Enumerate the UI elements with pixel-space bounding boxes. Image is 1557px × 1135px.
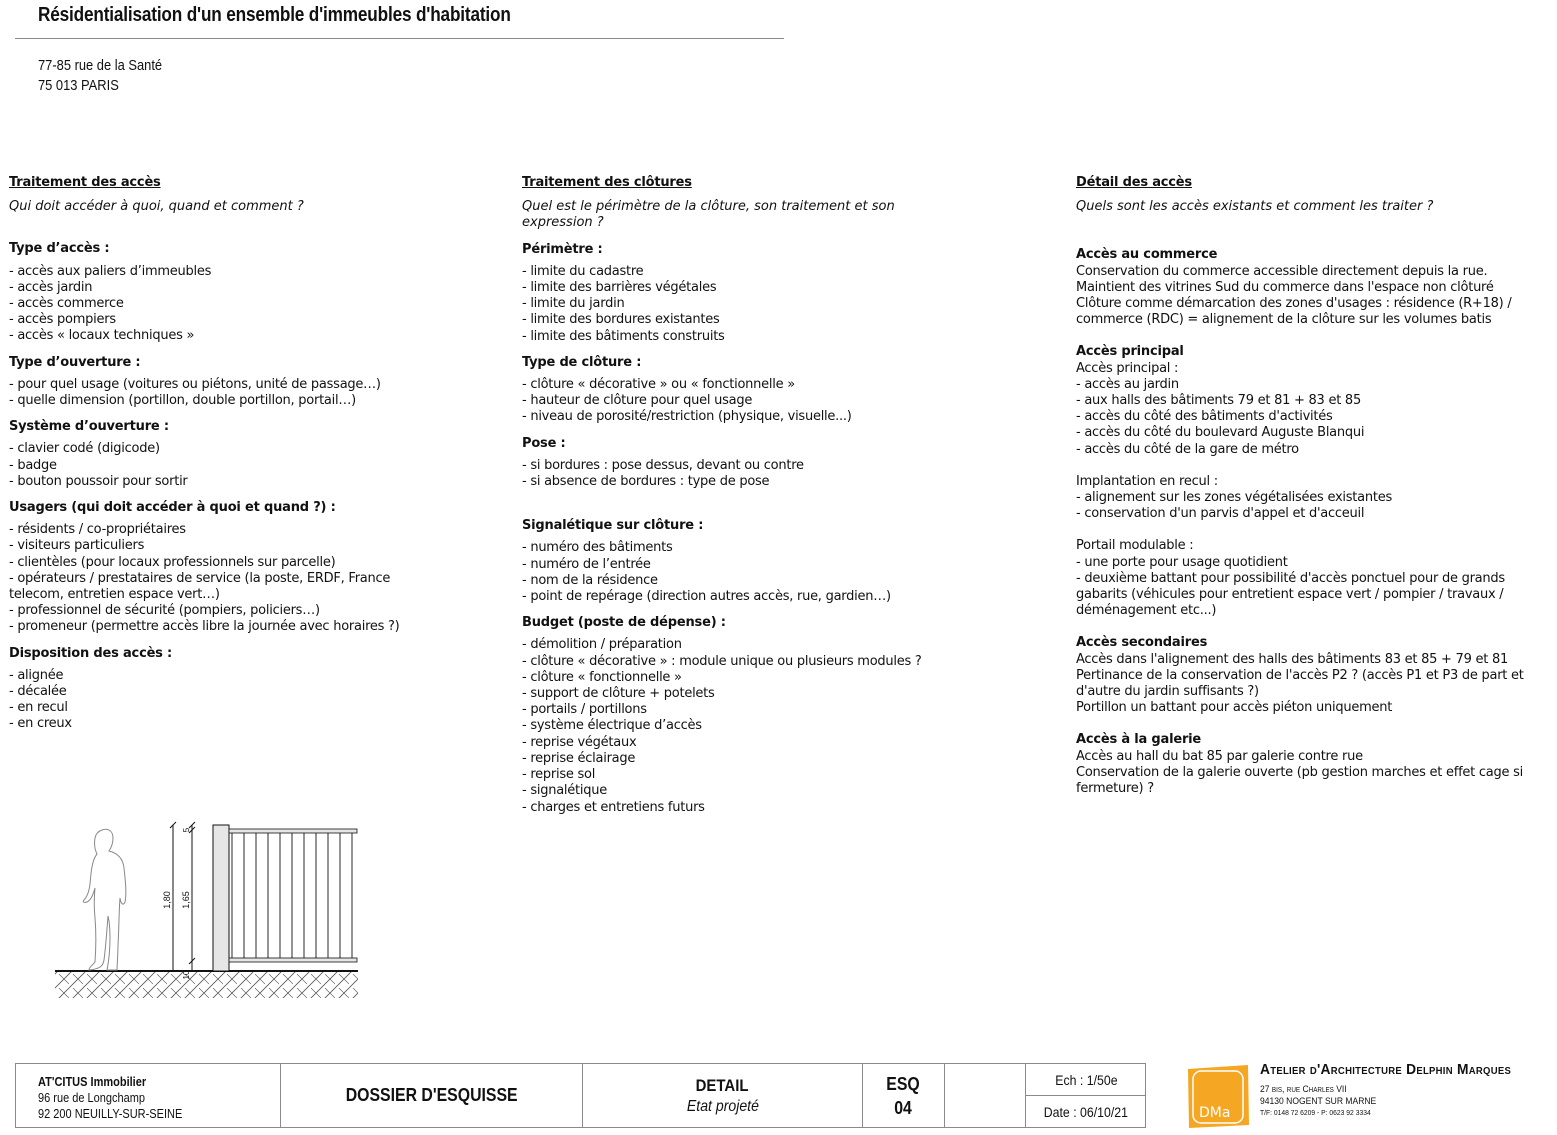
list-item: - limite des bordures existantes <box>522 312 720 328</box>
list-item: - reprise végétaux <box>522 734 637 750</box>
section-title: Budget (poste de dépense) : <box>522 615 726 631</box>
column-traitement-clotures <box>522 175 972 816</box>
column-heading: Traitement des clôtures <box>522 175 692 190</box>
bottom-rail <box>229 958 357 962</box>
paragraph-line: Conservation du commerce accessible directement depuis la rue. <box>1076 263 1488 279</box>
client-cell <box>16 1064 281 1127</box>
architect-name: Atelier d'Architecture Delphin Marques <box>1260 1062 1512 1078</box>
address-line-1: 77-85 rue de la Santé <box>38 57 163 74</box>
column-subtitle: Qui doit accéder à quoi, quand et comment ? <box>9 199 304 215</box>
address-line-2: 75 013 PARIS <box>38 77 119 94</box>
list-item: - portails / portillons <box>522 702 647 718</box>
list-item: - quelle dimension (portillon, double portillon, portail…) <box>9 393 356 409</box>
list-item: - si absence de bordures : type de pose <box>522 474 770 490</box>
list-item: - numéro de l’entrée <box>522 556 651 572</box>
list-item: - clôture « fonctionnelle » <box>522 669 682 685</box>
list-item: - signalétique <box>522 783 607 799</box>
logo-text: DMa <box>1199 1105 1231 1121</box>
list-item: - bouton poussoir pour sortir <box>9 473 188 489</box>
list-item: - accès « locaux techniques » <box>9 328 195 344</box>
dimension-top: 5 <box>182 827 191 833</box>
section-title: Système d’ouverture : <box>9 419 169 435</box>
paragraph-line: - conservation d'un parvis d'appel et d'acceuil <box>1076 506 1365 522</box>
paragraph-line: Conservation de la galerie ouverte (pb gestion marches et effet cage si fermeture) ? <box>1076 764 1524 797</box>
list-item: - clôture « décorative » ou « fonctionnelle » <box>522 377 795 393</box>
list-item: - charges et entretiens futurs <box>522 799 705 815</box>
fence-elevation-drawing <box>55 820 360 1000</box>
list-item: - nom de la résidence <box>522 572 658 588</box>
list-item: - démolition / préparation <box>522 637 682 653</box>
list-item: - hauteur de clôture pour quel usage <box>522 393 753 409</box>
spacer <box>1076 458 1536 474</box>
top-rail <box>229 829 357 833</box>
client-address-2: 92 200 NEUILLY-SUR-SEINE <box>38 1107 183 1121</box>
list-item: - niveau de porosité/restriction (physique, visuelle...) <box>522 409 852 425</box>
paragraph-line: - une porte pour usage quotidient <box>1076 554 1288 570</box>
list-item: - accès pompiers <box>9 312 116 328</box>
fence-bars <box>232 833 352 958</box>
paragraph-line: Clôture comme démarcation des zones d'usages : résidence (R+18) / commerce (RDC) = alignement de la clôture sur les volumes batis <box>1076 296 1512 328</box>
paragraph-line: Accès au hall du bat 85 par galerie contre rue <box>1076 748 1363 764</box>
section-title: Type de clôture : <box>522 354 642 370</box>
list-item: - clôture « décorative » : module unique ou plusieurs modules ? <box>522 653 922 669</box>
list-item: - numéro des bâtiments <box>522 540 673 556</box>
list-item: - support de clôture + potelets <box>522 686 715 702</box>
project-address <box>38 56 162 96</box>
detail-cell <box>583 1064 863 1127</box>
section-title: Signalétique sur clôture : <box>522 518 704 534</box>
list-item: - en creux <box>9 716 72 732</box>
fence-post <box>213 825 229 971</box>
sheet-number-cell <box>863 1064 945 1127</box>
column-subtitle: Quels sont les accès existants et comment les traiter ? <box>1076 199 1434 215</box>
column-heading: Traitement des accès <box>9 175 161 190</box>
architect-phone: T/F: 0148 72 6209 - P: 0623 92 3334 <box>1260 1108 1371 1117</box>
paragraph-line: Accès dans l'alignement des halls des bâtiments 83 et 85 + 79 et 81 <box>1076 651 1508 667</box>
paragraph-line: - aux halls des bâtiments 79 et 81 + 83 et 85 <box>1076 393 1361 409</box>
blank-cell <box>945 1064 1026 1127</box>
paragraph-line: - accès au jardin <box>1076 376 1179 392</box>
paragraph-line: - accès du côté du boulevard Auguste Blanqui <box>1076 425 1365 441</box>
list-item: - limite du jardin <box>522 296 625 312</box>
list-item: - en recul <box>9 700 68 716</box>
architect-address-1: 27 bis, rue Charles VII <box>1260 1084 1347 1095</box>
list-item: - décalée <box>9 684 67 700</box>
ground-hatch <box>55 971 358 998</box>
list-item: - système électrique d’accès <box>522 718 702 734</box>
architect-address-2: 94130 NOGENT SUR MARNE <box>1260 1096 1377 1107</box>
list-item: - clavier codé (digicode) <box>9 441 160 457</box>
section-title: Accès au commerce <box>1076 247 1218 263</box>
list-item: - reprise éclairage <box>522 750 636 766</box>
list-item: - accès aux paliers d’immeubles <box>9 263 212 279</box>
paragraph-line: Implantation en recul : <box>1076 473 1218 489</box>
column-subtitle: Quel est le périmètre de la clôture, son traitement et son expression ? <box>522 199 895 231</box>
paragraph-line: Pertinance de la conservation de l'accès P2 ? (accès P1 et P3 de part et d'autre du jardin suffisants ?) <box>1076 667 1524 700</box>
sheet-number: 04 <box>894 1097 913 1118</box>
architect-info <box>1260 1062 1524 1118</box>
person-silhouette-icon <box>83 829 126 970</box>
list-item: - résidents / co-propriétaires <box>9 522 186 538</box>
paragraph-line: Portillon un battant pour accès piéton uniquement <box>1076 700 1393 716</box>
sheet-code: ESQ <box>886 1073 921 1094</box>
column-traitement-acces <box>9 175 479 733</box>
paragraph-line: - alignement sur les zones végétalisées existantes <box>1076 490 1392 506</box>
list-item: - point de repérage (direction autres accès, rue, gardien…) <box>522 589 891 605</box>
section-title: Disposition des accès : <box>9 645 173 661</box>
section-title: Accès secondaires <box>1076 635 1208 651</box>
list-item: - accès jardin <box>9 279 93 295</box>
date-label: Date : 06/10/21 <box>1043 1104 1129 1120</box>
section-title: Type d’ouverture : <box>9 354 141 370</box>
list-item: - si bordures : pose dessus, devant ou contre <box>522 457 804 473</box>
paragraph-line: Portail modulable : <box>1076 538 1194 554</box>
dossier-cell <box>281 1064 583 1127</box>
section-title: Accès principal <box>1076 344 1184 360</box>
paragraph-line: Accès principal : <box>1076 360 1179 376</box>
section-title: Usagers (qui doit accéder à quoi et quand ?) : <box>9 500 336 516</box>
dma-logo-icon <box>1185 1063 1251 1129</box>
client-address-1: 96 rue de Longchamp <box>38 1091 146 1105</box>
list-item: - limite des bâtiments construits <box>522 328 725 344</box>
column-heading: Détail des accès <box>1076 175 1192 190</box>
list-item: - accès commerce <box>9 296 124 312</box>
client-name: AT'CITUS Immobilier <box>38 1075 147 1089</box>
list-item: - visiteurs particuliers <box>9 538 145 554</box>
dimension-bottom: 10 <box>182 970 191 980</box>
paragraph-line: - accès du côté des bâtiments d'activités <box>1076 409 1333 425</box>
scale-date-cell <box>1026 1064 1146 1127</box>
list-item: - limite des barrières végétales <box>522 280 717 296</box>
paragraph-line: - accès du côté de la gare de métro <box>1076 441 1299 457</box>
page-title: Résidentialisation d'un ensemble d'immeubles d'habitation <box>38 4 511 26</box>
dimension-fence: 1,65 <box>181 891 191 909</box>
list-item: - badge <box>9 457 57 473</box>
list-item: - alignée <box>9 667 64 683</box>
list-item: - reprise sol <box>522 767 596 783</box>
section-title: Périmètre : <box>522 241 603 257</box>
dimension-person: 1,80 <box>162 891 172 909</box>
column-detail-acces <box>1076 175 1536 797</box>
detail-subtitle: Etat projeté <box>686 1097 759 1115</box>
paragraph-line: - deuxième battant pour possibilité d'accès ponctuel pour de grands gabarits (véhicules pour entretient espace vert / pompier / travaux / déménagement etc...) <box>1076 570 1505 619</box>
list-item: - clientèles (pour locaux professionnels sur parcelle) <box>9 554 336 570</box>
list-item: - pour quel usage (voitures ou piétons, unité de passage…) <box>9 376 381 392</box>
list-item: - opérateurs / prestataires de service (la poste, ERDF, France telecom, entretien espace vert…) <box>9 570 395 603</box>
section-title: Type d’accès : <box>9 241 110 257</box>
spacer <box>1076 522 1536 538</box>
section-title: Accès à la galerie <box>1076 732 1202 748</box>
detail-title: DETAIL <box>696 1075 749 1095</box>
section-title: Pose : <box>522 435 566 451</box>
scale-label: Ech : 1/50e <box>1054 1071 1118 1088</box>
list-item: - promeneur (permettre accès libre la journée avec horaires ?) <box>9 619 400 635</box>
paragraph-line: Maintient des vitrines Sud du commerce dans l'espace non clôturé <box>1076 279 1494 295</box>
title-divider <box>15 38 784 39</box>
dossier-label: DOSSIER D'ESQUISSE <box>345 1085 518 1105</box>
list-item: - limite du cadastre <box>522 263 644 279</box>
list-item: - professionnel de sécurité (pompiers, policiers…) <box>9 603 320 619</box>
title-block <box>15 1063 1146 1128</box>
